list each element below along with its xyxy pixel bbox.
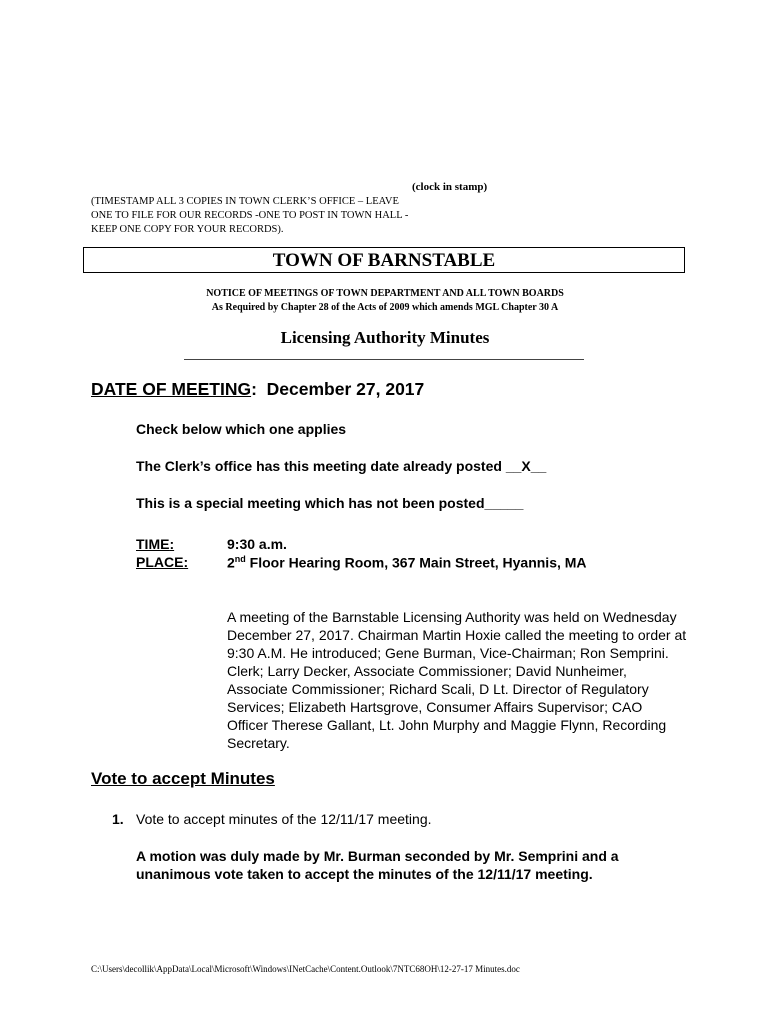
clerk-posted-checkmark: __X__ [505,458,547,474]
document-title: Licensing Authority Minutes [280,328,490,347]
notice-heading: NOTICE OF MEETINGS OF TOWN DEPARTMENT AND ALL TOWN BOARDS [206,288,564,299]
title-divider [184,359,584,360]
meeting-date-row [91,379,424,400]
timestamp-instructions: (TIMESTAMP ALL 3 COPIES IN TOWN CLERK’S OFFICE – LEAVE ONE TO FILE FOR OUR RECORDS -ONE TO POST IN TOWN HALL - KEEP ONE COPY FOR YOUR RECORDS). [91,196,409,235]
town-name-box [83,247,685,273]
agenda-item-number: 1. [112,811,124,827]
notice-subheading: As Required by Chapter 28 of the Acts of 2009 which amends MGL Chapter 30 A [211,302,559,313]
meeting-date-label: DATE OF MEETING [91,379,252,399]
intro-paragraph: A meeting of the Barnstable Licensing Authority was held on Wednesday December 27, 2017. Chairman Martin Hoxie called the meeting to order at 9:30 A.M. He introduced; Gene Burman, Vice-Chairman; Ron Semprini. Clerk; Larry Decker, Associate Commissioner; David Nunheimer, Associate Commissioner; Richard Scali, D Lt. Director of Regulatory Services; Elizabeth Hartsgrove, Consumer Affairs Supervisor; CAO Officer Therese Gallant, Lt. John Murphy and Maggie Flynn, Recording Secretary. [227,609,687,751]
clock-stamp-label: (clock in stamp) [412,181,488,193]
clerk-posted-line [136,458,546,474]
footer-file-path: C:\Users\decollik\AppData\Local\Microsoft\Windows\INetCache\Content.Outlook\7NTC68OH\12-27-17 Minutes.doc [91,964,520,974]
place-value: 2nd Floor Hearing Room, 367 Main Street, Hyannis, MA [227,554,587,571]
agenda-item-text: Vote to accept minutes of the 12/11/17 meeting. [136,811,432,827]
place-label: PLACE: [136,554,189,570]
meeting-date-value: December 27, 2017 [266,379,425,399]
time-label: TIME: [136,536,175,552]
time-value: 9:30 a.m. [227,536,287,552]
special-meeting-text: This is a special meeting which has not been posted [136,495,485,511]
motion-text: A motion was duly made by Mr. Burman seconded by Mr. Semprini and a unanimous vote taken to accept the minutes of the 12/11/17 meeting. [136,848,619,882]
check-below-instruction: Check below which one applies [136,421,347,437]
section-heading: Vote to accept Minutes [91,769,275,788]
town-name: TOWN OF BARNSTABLE [272,250,496,271]
special-meeting-blank: _____ [484,495,524,511]
meeting-date-colon: : [251,379,257,399]
special-meeting-line [136,495,523,511]
clerk-posted-text: The Clerk’s office has this meeting date already posted [136,458,506,474]
